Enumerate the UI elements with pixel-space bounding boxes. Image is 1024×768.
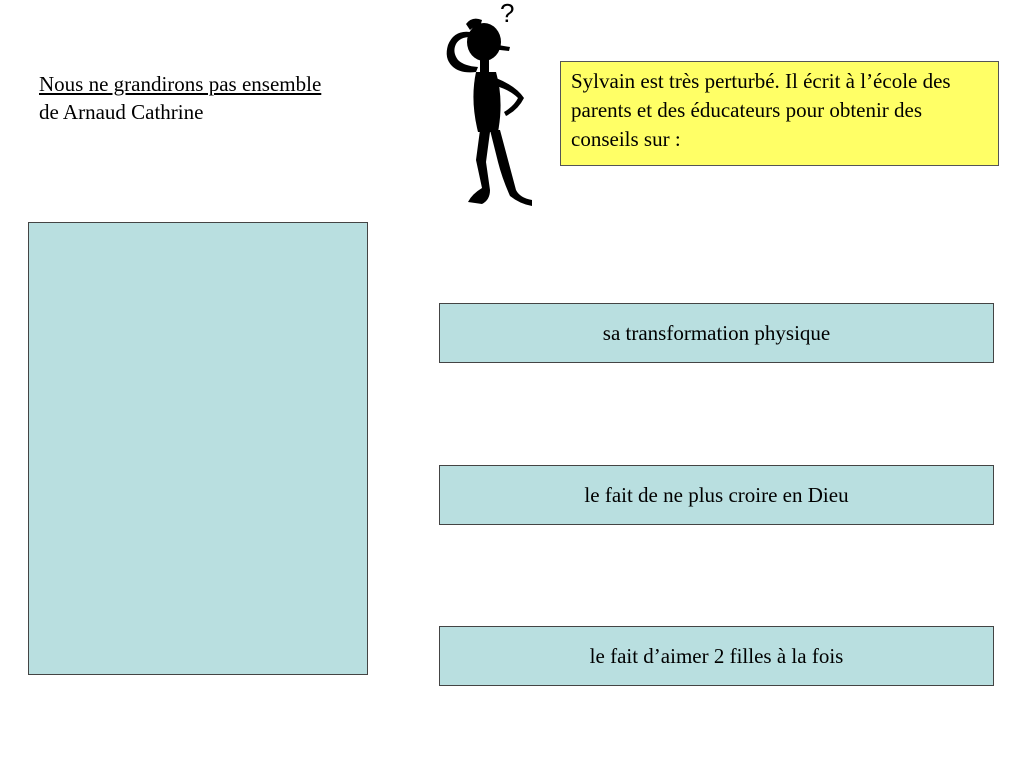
book-title: Nous ne grandirons pas ensemble bbox=[39, 72, 322, 96]
answer-drop-area[interactable] bbox=[28, 222, 368, 675]
puzzled-man-icon bbox=[432, 0, 552, 215]
choice-label: le fait de ne plus croire en Dieu bbox=[584, 482, 849, 507]
choice-card-no-longer-believing[interactable] bbox=[439, 465, 994, 525]
instruction-text: Sylvain est très perturbé. Il écrit à l’école des parents et des éducateurs pour obtenir des conseils sur : bbox=[571, 69, 951, 151]
question-mark-glyph: ? bbox=[500, 0, 515, 28]
choice-card-physical-transformation[interactable] bbox=[439, 303, 994, 363]
title-block bbox=[39, 70, 321, 126]
book-author: de Arnaud Cathrine bbox=[39, 100, 204, 124]
choice-card-loving-two-girls[interactable] bbox=[439, 626, 994, 686]
choice-label: le fait d’aimer 2 filles à la fois bbox=[589, 643, 844, 668]
instruction-callout bbox=[560, 61, 999, 166]
choice-label: sa transformation physique bbox=[602, 320, 831, 345]
